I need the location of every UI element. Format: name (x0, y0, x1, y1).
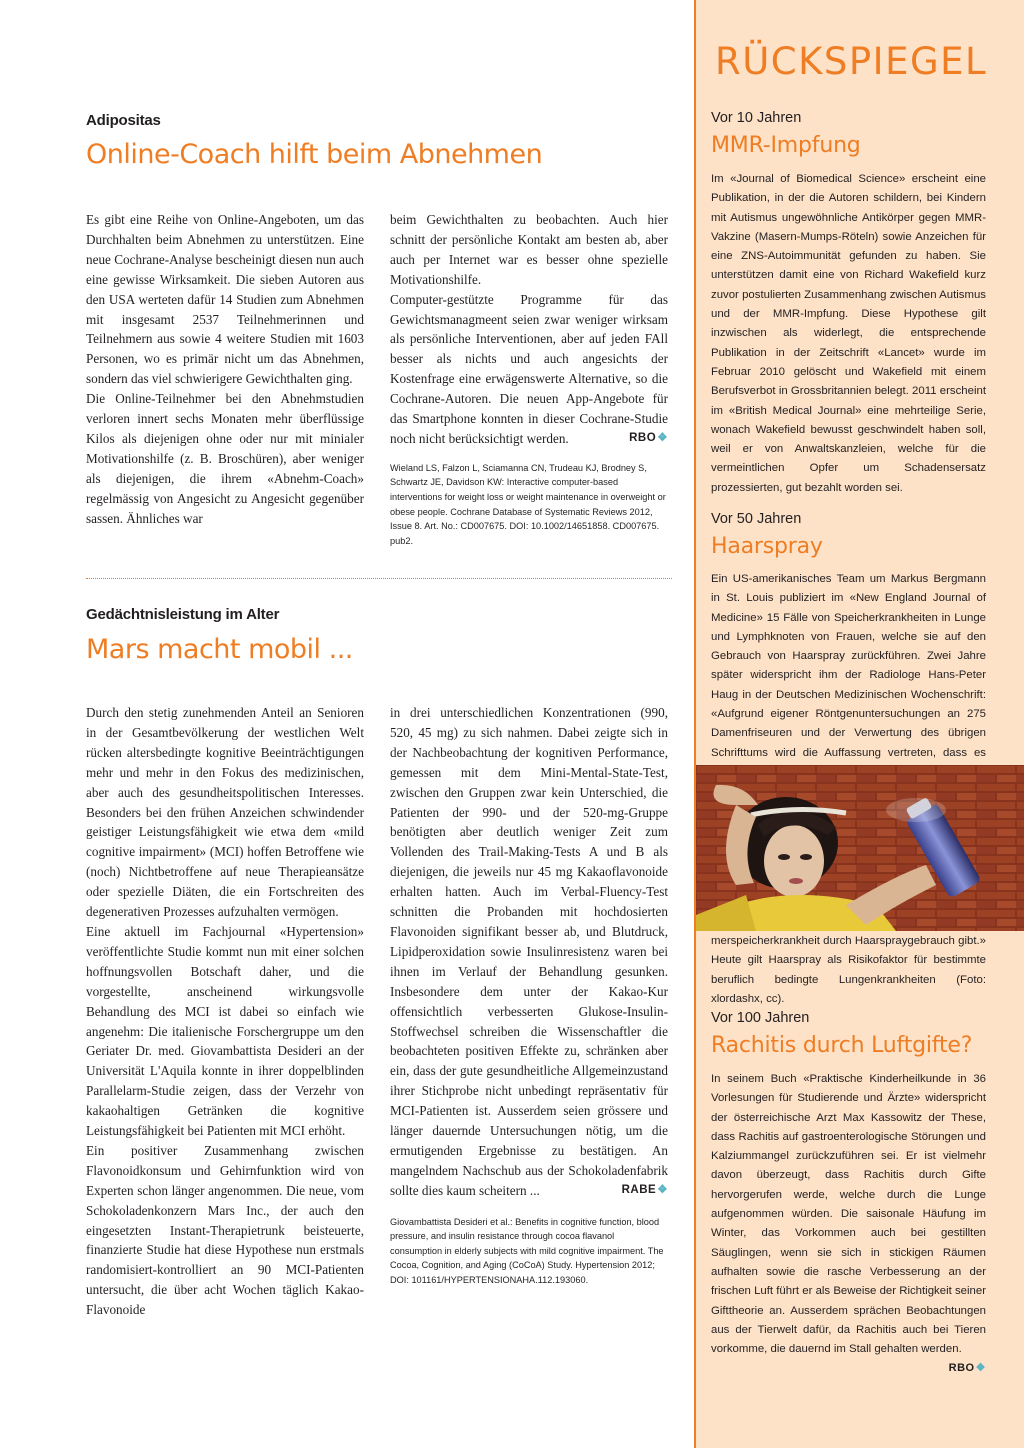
sidebar-item-heading: MMR-Impfung (711, 133, 861, 158)
article1-column-2 (390, 210, 668, 548)
sidebar-item-text (711, 170, 986, 498)
diamond-icon: ❖ (657, 431, 668, 444)
article2-reference: Giovambattista Desideri et al.: Benefits in cognitive function, blood pressure, and insulin resistance through cocoa flavanol consumption in elderly subjects with mild cognitive impairment. The Cocoa, Cognition, and Aging (CoCoA) Study. Hypertension 2012; DOI: 101161/HYPERTENSIONAHA.112.193060. (390, 1216, 664, 1286)
main-content (86, 0, 672, 1448)
sidebar-edge (694, 0, 696, 1448)
paragraph: merspeicherkrankheit durch Haarspraygebrauch gibt.» Heute gilt Haarspray als Risikofaktor für bestimmte beruflich bedingte Lungenkrankheiten (Foto: xlordashx, cc). (711, 935, 986, 1005)
article1-title: Online-Coach hilft beim Abnehmen (86, 139, 543, 170)
author-signature: RABE❖ (621, 1183, 668, 1196)
paragraph (390, 703, 668, 1201)
paragraph: Durch den stetig zunehmenden Anteil an Senioren in der Gesamtbevölkerung der westlichen Welt rücken altersbedingte kognitive Beeinträchtigungen mehr und mehr in den Fokus des medizinischen, aber auch des gesundheitspolitischen Interesses. Besonders bei den frühen Anzeichen schwindender geistiger Leistungsfähigkeit wie etwa dem «mild cognitive impairment» (MCI) hoffen Betroffene wie (noch) Nichtbetroffene auf neue Therapieansätze oder spezielle Diäten, die ein Fortschreiten des degenerativen Prozesses aufzuhalten vermögen. (86, 705, 364, 920)
section-divider (86, 578, 672, 579)
sidebar-item-category: Vor 10 Jahren (711, 110, 802, 126)
sidebar-item-heading: Haarspray (711, 534, 823, 559)
article2-category: Gedächtnisleistung im Alter (86, 606, 280, 623)
sidebar-item-heading: Rachitis durch Luftgifte? (711, 1033, 973, 1058)
paragraph (711, 1070, 986, 1375)
sidebar-title: RÜCKSPIEGEL (715, 40, 988, 83)
sidebar-item-category: Vor 50 Jahren (711, 511, 802, 527)
paragraph: Ein US-amerikanisches Team um Markus Bergmann in St. Louis publiziert im «New England Journal of Medicine» 15 Fälle von Speicherkrankheiten in Lunge und Lymphknoten von Frauen, welche sie auf den Gebrauch von Haarspray zurückführen. Zwei Jahre später widerspricht ihm der Radiologe Hans-Peter Haug in der Deutschen Medizinischen Wochenschrift: «Aufgrund eigener Röntgenuntersuchungen an 275 Damenfriseuren und der Verwertung des übrigen Schrifttums wird die Auffassung vertreten, dass es (711, 573, 986, 759)
hairspray-photo (696, 765, 1024, 931)
photo-illustration (696, 765, 1024, 931)
paragraph: Es gibt eine Reihe von Online-Angeboten, um das Durchhalten beim Abnehmen zu unterstützen. Eine neue Cochrane-Analyse bescheinigt diesen nun auch eine gewisse Wirksamkeit. Die sieben Autoren aus den USA werteten dafür 14 Studien zum Abnehmen mit insgesamt 2537 Teilnehmerinnen und Teilnehmern aus sowie 4 weitere Studien mit 1603 Personen, wo es primär nicht um das Abnehmen, sondern das viel schwierigere Gewichthalten ging. (86, 212, 364, 387)
sidebar-item-category: Vor 100 Jahren (711, 1010, 810, 1026)
article1-column-1 (86, 210, 364, 529)
paragraph-text: Computer-gestützte Programme für das Gewichtsmanagmeent seien zwar weniger wirksam als persönliche Interventionen, aber auf jeden FAll besser als nichts und auch angesichts der Kostenfrage eine erwägenswerte Alternative, so die Cochrane-Autoren. Die neuen App-Angebote für das Smartphone konnten in dieser Cochrane-Studie noch nicht berücksichtigt werden. (390, 291, 668, 446)
article2-column-1 (86, 703, 364, 1320)
paragraph: Ein positiver Zusammenhang zwischen Flavonoidkonsum und Gehirnfunktion wird von Experten schon länger angenommen. Die neue, vom Schokoladenkonzern Mars Inc., der auch den eingesetzten Instant-Therapietrunk beisteuerte, finanzierte Studie hat diese Hypothese nun erstmals randomisiert-kontrolliert an 90 MCI-Patienten untersucht, die über acht Wochen täglich Kakao-Flavonoide (86, 1142, 364, 1318)
diamond-icon: ❖ (975, 1362, 986, 1375)
paragraph: beim Gewichthalten zu beobachten. Auch hier schnitt der persönliche Kontakt am besten ab, aber auch per Internet war es besser ohne spezielle Motivationshilfe. (390, 212, 668, 287)
paragraph: Eine aktuell im Fachjournal «Hypertension» veröffentlichte Studie kommt nun mit einer solchen hoffnungsvollen Botschaft daher, und die vorgestellte, anscheinend wirkungsvolle Behandlung des MCI ist dabei so einfach wie angenehm: Die italienische Forschergruppe um den Geriater Dr. med. Giovambattista Desideri an der Universität L'Aquila konnte in ihrer doppelblinden Parallelarm-Studie zeigen, dass der Verzehr von kakaohaltigen Getränken die kognitive Leistungsfähigkeit bei Patienten mit MCI erhöht. (86, 923, 364, 1139)
sidebar-item-text (711, 1070, 986, 1379)
paragraph-text: In seinem Buch «Praktische Kinderheilkunde in 36 Vorlesungen für Studierende und Ärzte» widerspricht der österreichische Arzt Max Kassowitz der These, dass Rachitis auf gastroenterologische Störungen und Kalziummangel zurückzuführen sei. Er ist vielmehr davon überzeugt, dass Rachitis durch Gifte hervorgerufen werde, welche durch die Lunge aufgenommen würden. Die saisonale Häufung im Winter, das Vorkommen auch bei gestillten Säuglingen, wenn sie sich in stickigen Räumen aufhalten sowie die rasche Verbesserung an der frischen Luft führt er als Beweise der Richtigkeit seiner Gifttheorie an. Ausserdem sprächen Beobachtungen aus der Tierwelt dafür, da Rachitis auch bei Tieren vorkomme, die dauernd im Stall gehalten werden. (711, 1073, 986, 1356)
article1-reference: Wieland LS, Falzon L, Sciamanna CN, Trudeau KJ, Brodney S, Schwartz JE, Davidson KW: Interactive computer-based interventions for weight loss or weight maintenance in overweight or obese people. Cochrane Database of Systematic Reviews 2012, Issue 8. Art. No.: CD007675. DOI: 10.1002/14651858. CD007675. pub2. (390, 462, 666, 546)
paragraph: Die Online-Teilnehmer bei den Abnehmstudien verloren innert sechs Monaten mehr überflüssige Kilos als diejenigen ohne oder nur mit minialer Motivationshilfe (z. B. Broschüren), aber weniger als diejenigen, die ihrem «Abnehm-Coach» regelmässig von Angesicht zu Angesicht gegenüber sassen. Ähnliches war (86, 391, 364, 526)
sidebar-item-text-continued (711, 932, 986, 1009)
paragraph (390, 290, 668, 449)
paragraph: Im «Journal of Biomedical Science» erscheint eine Publikation, in der die Autoren schildern, bei Kindern mit Autismus ungewöhnliche Antikörper gegen MMR-Vakzine (Masern-Mumps-Röteln) sowie Anzeichen für eine ZNS-Autoimmunität gefunden zu haben. Sie unterstützen damit eine von Richard Wakefield kurz zuvor postulierten Zusammenhang zwischen Autismus und der MMR-Impfung. Diese Hypothese gilt inzwischen als widerlegt, die entsprechende Publikation in der Zeitschrift «Lancet» wurde im Februar 2010 gelöscht und Wakefield mit einem Berufsverbot in Grossbritannien belegt. 2011 erscheint im «British Medical Journal» eine mehrteilige Serie, wonach Wakefield bewusst geschwindelt haben soll, weil er von Anwaltskanzleien, welche für die vermeintlichen Opfer um Schadensersatz prozessierten, gut bezahlt worden sei. (711, 173, 986, 494)
author-signature: RBO❖ (629, 431, 668, 444)
author-signature: RBO❖ (948, 1362, 986, 1375)
sidebar-item-text (711, 570, 986, 782)
paragraph-text: in drei unterschiedlichen Konzentrationen (990, 520, 45 mg) zu sich nahmen. Dabei zeigte sich in der Nachbeobachtung der kognitiven Performance, gemessen mit dem Mini-Mental-State-Test, zwischen den Gruppen zwar kein Unterschied, die Patienten der 990- und der 520-mg-Gruppe benötigten aber deutlich weniger Zeit zum Vollenden des Trail-Making-Tests A und B als diejenigen, die jeweils nur 45 mg Kakaoflavonoide erhalten hatten. Auch im Verbal-Fluency-Test schnitten die Probanden mit hochdosierten Flavonoiden signifikant besser ab, und Blutdruck, Lipidperoxidation sowie Insulinresistenz waren bei ihnen im Verlauf der Behandlung gesunken. Insbesondere dem unter der Kakao-Kur offensichtlich verbesserten Glukose-Insulin-Stoffwechsel schreiben die Wissenschaftler die beobachteten positiven Effekte zu, schränken aber ein, dass der gute gesundheitliche Allgemeinzustand ihrer Stichprobe nicht unbedingt repräsentativ für MCI-Patienten ist. Ausserdem seien grössere und länger dauernde Untersuchungen nötig, um die ermutigenden Ergebnisse zu bestätigen. An mangelndem Nachschub aus der Schokoladenfabrik sollte dies kaum scheitern ... (390, 705, 668, 1198)
article1-category: Adipositas (86, 112, 161, 129)
article2-column-2 (390, 703, 668, 1288)
diamond-icon: ❖ (657, 1183, 668, 1196)
article2-title: Mars macht mobil ... (86, 634, 353, 665)
